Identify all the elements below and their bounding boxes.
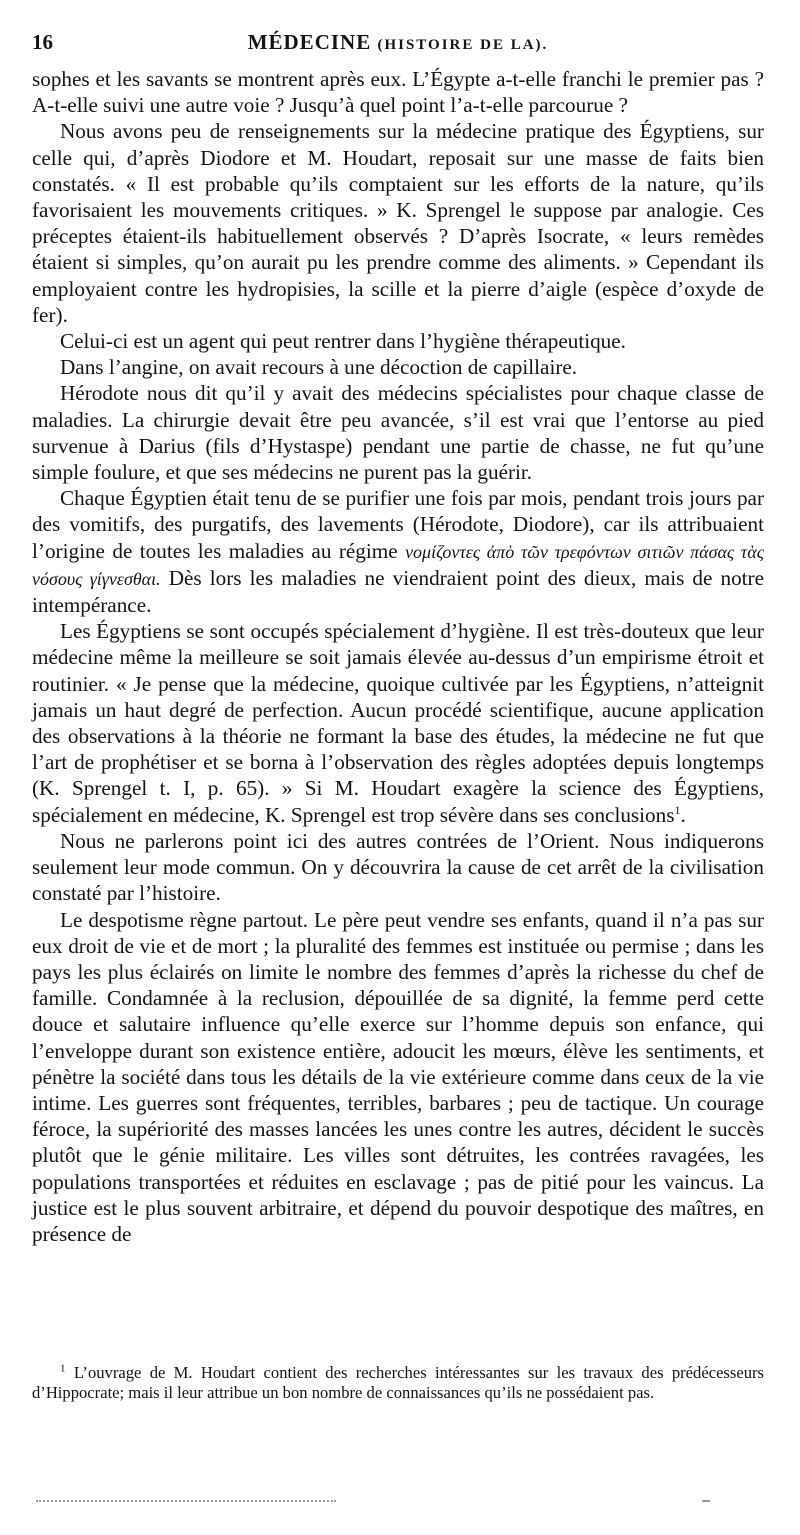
paragraph-with-footnote-ref: [32, 618, 764, 828]
paragraph: sophes et les savants se montrent après eux. L’Égypte a-t-elle franchi le premier pas ? A-t-elle suivi une autre voie ? Jusqu’à quel point l’a-t-elle parcourue ?: [32, 67, 764, 118]
running-head: [32, 30, 764, 55]
page-number: 16: [32, 30, 53, 54]
paragraph-with-greek: [32, 485, 764, 618]
paragraph-text: Les Égyptiens se sont occupés spécialement d’hygiène. Il est très-douteux que leur médecine même la meilleure se soit jamais élevée au-dessus d’un empirisme étroit et routinier. « Je pense que la médecine, quoique cultivée par les Égyptiens, n’atteignit jamais un haut degré de perfection. Aucun procédé scientifique, aucune application des observations à la théorie ne formant la base des études, la médecine ne fut que l’art de prophétiser et se borna à l’observation des règles adoptées depuis longtemps (K. Sprengel t. I, p. 65). » Si M. Houdart exagère la science des Égyptiens, spécialement en médecine, K. Sprengel est trop sévère dans ses conclusions: [32, 619, 764, 827]
greek-quotation: νομίζοντες ἀπὸ τῶν τρεφόντων σιτιῶν πάσας τὰς νόσους γίγνεσθαι.: [32, 541, 764, 589]
paragraph: Nous avons peu de renseignements sur la médecine pratique des Égyptiens, sur celle qui, d’après Diodore et M. Houdart, reposait sur une masse de faits bien constatés. « Il est probable qu’ils comptaient sur les efforts de la nature, qu’ils favorisaient les mouvements critiques. » K. Sprengel le suppose par analogie. Ces préceptes étaient-ils habituellement observés ? D’après Isocrate, « leurs remèdes étaient si simples, qu’on aurait pu les prendre comme des aliments. » Cependant ils employaient contre les hydropisies, la scille et la pierre d’aigle (espèce d’oxyde de fer).: [32, 119, 764, 327]
paragraph: Hérodote nous dit qu’il y avait des médecins spécialistes pour chaque classe de maladies. La chirurgie devait être peu avancée, s’il est vrai que l’entorse au pied survenue à Darius (fils d’Hystaspe) pendant une partie de chasse, ne fut qu’une simple foulure, et que ses médecins ne purent pas la guérir.: [32, 381, 764, 485]
footnote-text: L’ouvrage de M. Houdart contient des recherches intéressantes sur les travaux des prédécesseurs d’Hippocrate; mais il leur attribue un bon nombre de connaissances qu’ils ne possédaient pas.: [32, 1363, 764, 1402]
footnote-marker: 1: [60, 1362, 66, 1375]
footnote-reference: 1: [674, 802, 681, 817]
bottom-dash: [702, 1500, 710, 1502]
paragraph: Celui-ci est un agent qui peut rentrer dans l’hygiène thérapeutique.: [60, 329, 626, 354]
running-head-title: MÉDECINE: [247, 30, 372, 54]
page-header: [32, 30, 764, 60]
paragraph: Le despotisme règne partout. Le père peut vendre ses enfants, quand il n’a pas sur eux droit de vie et de mort ; la pluralité des femmes est instituée ou permise ; dans les pays les plus éclairés on limite le nombre des femmes d’après la richesse du chef de famille. Condamnée à la reclusion, dépouillée de sa dignité, la femme perd cette douce et salutaire influence qu’elle exerce sur l’homme depuis son enfance, qui l’enveloppe durant son existence entière, adoucit les mœurs, élève les sentiments, et pénètre la société dans tous les détails de la vie extérieure comme dans ceux de la vie intime. Les guerres sont fréquentes, terribles, barbares ; peu de tactique. Un courage féroce, la supériorité des masses lancées les unes contre les autres, décident le succès plutôt que le génie militaire. Les villes sont détruites, les contrées ravagées, les populations transportées et réduites en esclavage ; pas de pitié pour les vaincus. La justice est le plus souvent arbitraire, et dépend du pouvoir despotique des maîtres, en présence de: [32, 907, 764, 1246]
paragraph-text: Dès lors les maladies ne viendraient point des dieux, mais de notre intempérance.: [32, 565, 765, 618]
body-text: [32, 66, 764, 1247]
paragraph-end: .: [680, 802, 686, 827]
bottom-rule: [36, 1500, 336, 1502]
running-head-subtitle: (HISTOIRE DE LA).: [377, 37, 549, 53]
footnote: [32, 1363, 764, 1403]
paragraph: Nous ne parlerons point ici des autres contrées de l’Orient. Nous indiquerons seulement leur mode commun. On y découvrira la cause de cet arrêt de la civilisation constaté par l’histoire.: [32, 828, 764, 906]
paragraph: Dans l’angine, on avait recours à une décoction de capillaire.: [60, 355, 578, 380]
paragraph-text: Chaque Égyptien était tenu de se purifier une fois par mois, pendant trois jours par des vomitifs, des purgatifs, des lavements (Hérodote, Diodore), car ils attribuaient l’origine de toutes les maladies au régime: [32, 486, 764, 563]
